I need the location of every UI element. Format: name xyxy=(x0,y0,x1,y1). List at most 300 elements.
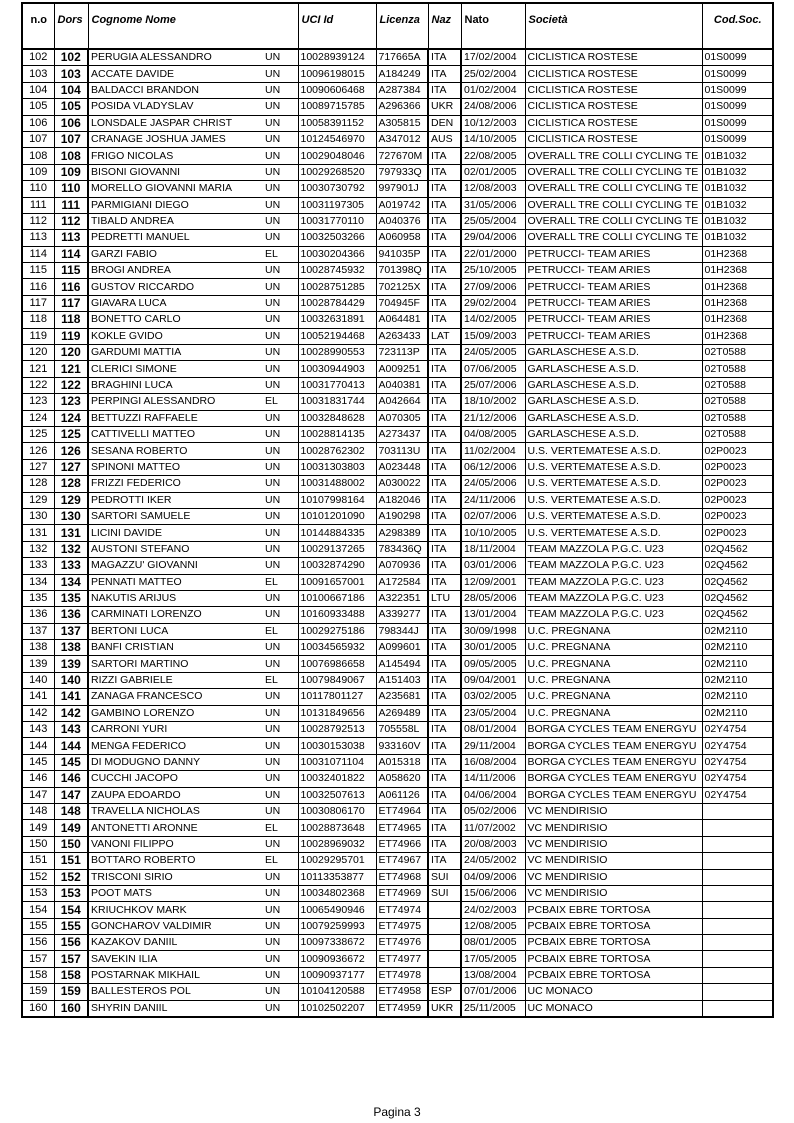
header-dors: Dors xyxy=(54,3,88,49)
rider-name: BROGI ANDREA xyxy=(88,263,265,279)
row-number: 118 xyxy=(22,312,54,328)
bib-number: 159 xyxy=(54,984,88,1000)
uci-id: 10028792513 xyxy=(298,722,376,738)
table-row xyxy=(22,984,773,1000)
uci-id: 10028814135 xyxy=(298,426,376,442)
rider-name: SPINONI MATTEO xyxy=(88,459,265,475)
rider-category: EL xyxy=(265,672,298,688)
birth-date: 22/01/2000 xyxy=(461,246,525,262)
table-row xyxy=(22,312,773,328)
table-row xyxy=(22,918,773,934)
table-header xyxy=(22,3,773,49)
rider-name: CATTIVELLI MATTEO xyxy=(88,426,265,442)
society-name: PCBAIX EBRE TORTOSA xyxy=(525,967,702,983)
uci-id: 10089715785 xyxy=(298,99,376,115)
table-row xyxy=(22,295,773,311)
birth-date: 16/08/2004 xyxy=(461,754,525,770)
uci-id: 10032874290 xyxy=(298,558,376,574)
bib-number: 136 xyxy=(54,607,88,623)
license-number: ET74965 xyxy=(376,820,428,836)
row-number: 130 xyxy=(22,508,54,524)
license-number: ET74978 xyxy=(376,967,428,983)
table-row xyxy=(22,820,773,836)
bib-number: 153 xyxy=(54,885,88,901)
row-number: 138 xyxy=(22,640,54,656)
birth-date: 09/05/2005 xyxy=(461,656,525,672)
society-code: 01S0099 xyxy=(702,131,773,147)
society-name: GARLASCHESE A.S.D. xyxy=(525,426,702,442)
uci-id: 10097338672 xyxy=(298,935,376,951)
license-number: A061126 xyxy=(376,787,428,803)
nationality: DEN xyxy=(428,115,461,131)
table-row xyxy=(22,66,773,82)
uci-id: 10104120588 xyxy=(298,984,376,1000)
rider-name: GARDUMI MATTIA xyxy=(88,345,265,361)
row-number: 149 xyxy=(22,820,54,836)
nationality: AUS xyxy=(428,131,461,147)
bib-number: 134 xyxy=(54,574,88,590)
rider-category: UN xyxy=(265,508,298,524)
birth-date: 25/05/2004 xyxy=(461,213,525,229)
society-name: PETRUCCI- TEAM ARIES xyxy=(525,263,702,279)
bib-number: 112 xyxy=(54,213,88,229)
society-name: TEAM MAZZOLA P.G.C. U23 xyxy=(525,607,702,623)
license-number: A070305 xyxy=(376,410,428,426)
rider-category: UN xyxy=(265,902,298,918)
bib-number: 118 xyxy=(54,312,88,328)
table-row xyxy=(22,656,773,672)
row-number: 139 xyxy=(22,656,54,672)
society-code: 01B1032 xyxy=(702,230,773,246)
header-license: Licenza xyxy=(376,3,428,49)
nationality: LTU xyxy=(428,590,461,606)
uci-id: 10117801127 xyxy=(298,689,376,705)
rider-name: SHYRIN DANIIL xyxy=(88,1000,265,1017)
row-number: 111 xyxy=(22,197,54,213)
rider-category: UN xyxy=(265,918,298,934)
society-code: 02T0588 xyxy=(702,377,773,393)
birth-date: 12/08/2003 xyxy=(461,181,525,197)
table-row xyxy=(22,787,773,803)
nationality: ESP xyxy=(428,984,461,1000)
license-number: ET74968 xyxy=(376,869,428,885)
bib-number: 160 xyxy=(54,1000,88,1017)
birth-date: 12/08/2005 xyxy=(461,918,525,934)
rider-name: MAGAZZU' GIOVANNI xyxy=(88,558,265,574)
birth-date: 24/02/2003 xyxy=(461,902,525,918)
license-number: A023448 xyxy=(376,459,428,475)
society-name: CICLISTICA ROSTESE xyxy=(525,99,702,115)
nationality: ITA xyxy=(428,787,461,803)
rider-name: LONSDALE JASPAR CHRIST xyxy=(88,115,265,131)
birth-date: 12/09/2001 xyxy=(461,574,525,590)
bib-number: 128 xyxy=(54,476,88,492)
license-number: 723113P xyxy=(376,345,428,361)
uci-id: 10079849067 xyxy=(298,672,376,688)
nationality: ITA xyxy=(428,213,461,229)
rider-category: UN xyxy=(265,738,298,754)
society-name: BORGA CYCLES TEAM ENERGYU xyxy=(525,722,702,738)
row-number: 135 xyxy=(22,590,54,606)
birth-date: 13/01/2004 xyxy=(461,607,525,623)
uci-id: 10031770413 xyxy=(298,377,376,393)
license-number: ET74977 xyxy=(376,951,428,967)
license-number: 727670M xyxy=(376,148,428,164)
birth-date: 03/01/2006 xyxy=(461,558,525,574)
society-name: VC MENDIRISIO xyxy=(525,853,702,869)
birth-date: 13/08/2004 xyxy=(461,967,525,983)
society-code: 01H2368 xyxy=(702,263,773,279)
rider-name: CARRONI YURI xyxy=(88,722,265,738)
birth-date: 20/08/2003 xyxy=(461,836,525,852)
nationality: ITA xyxy=(428,197,461,213)
rider-category: UN xyxy=(265,476,298,492)
society-code: 02P0023 xyxy=(702,525,773,541)
rider-name: ANTONETTI ARONNE xyxy=(88,820,265,836)
table-row xyxy=(22,967,773,983)
society-code: 02M2110 xyxy=(702,705,773,721)
nationality: ITA xyxy=(428,164,461,180)
society-name: VC MENDIRISIO xyxy=(525,803,702,819)
uci-id: 10065490946 xyxy=(298,902,376,918)
license-number: A172584 xyxy=(376,574,428,590)
license-number: A182046 xyxy=(376,492,428,508)
society-code: 02Y4754 xyxy=(702,738,773,754)
uci-id: 10031303803 xyxy=(298,459,376,475)
society-code: 01B1032 xyxy=(702,197,773,213)
license-number: 701398Q xyxy=(376,263,428,279)
row-number: 124 xyxy=(22,410,54,426)
row-number: 154 xyxy=(22,902,54,918)
uci-id: 10032507613 xyxy=(298,787,376,803)
license-number: 783436Q xyxy=(376,541,428,557)
nationality: ITA xyxy=(428,410,461,426)
license-number: A273437 xyxy=(376,426,428,442)
rider-name: SARTORI MARTINO xyxy=(88,656,265,672)
rider-category: UN xyxy=(265,99,298,115)
nationality: ITA xyxy=(428,836,461,852)
birth-date: 04/08/2005 xyxy=(461,426,525,442)
society-name: U.C. PREGNANA xyxy=(525,705,702,721)
bib-number: 119 xyxy=(54,328,88,344)
society-code xyxy=(702,803,773,819)
society-code xyxy=(702,1000,773,1017)
bib-number: 120 xyxy=(54,345,88,361)
rider-name: RIZZI GABRIELE xyxy=(88,672,265,688)
license-number: A040381 xyxy=(376,377,428,393)
rider-category: EL xyxy=(265,820,298,836)
society-code: 02M2110 xyxy=(702,640,773,656)
bib-number: 145 xyxy=(54,754,88,770)
license-number: 705558L xyxy=(376,722,428,738)
table-row xyxy=(22,328,773,344)
license-number: ET74975 xyxy=(376,918,428,934)
uci-id: 10034565932 xyxy=(298,640,376,656)
rider-name: BONETTO CARLO xyxy=(88,312,265,328)
nationality: ITA xyxy=(428,771,461,787)
rider-category: UN xyxy=(265,361,298,377)
birth-date: 29/11/2004 xyxy=(461,738,525,754)
society-code: 01H2368 xyxy=(702,246,773,262)
society-code xyxy=(702,902,773,918)
uci-id: 10031831744 xyxy=(298,394,376,410)
society-code xyxy=(702,935,773,951)
rider-name: GARZI FABIO xyxy=(88,246,265,262)
license-number: A322351 xyxy=(376,590,428,606)
table-row xyxy=(22,377,773,393)
society-name: U.C. PREGNANA xyxy=(525,672,702,688)
nationality: ITA xyxy=(428,705,461,721)
society-code: 01H2368 xyxy=(702,279,773,295)
nationality: ITA xyxy=(428,148,461,164)
row-number: 120 xyxy=(22,345,54,361)
license-number: A347012 xyxy=(376,131,428,147)
bib-number: 102 xyxy=(54,49,88,66)
uci-id: 10029137265 xyxy=(298,541,376,557)
uci-id: 10032401822 xyxy=(298,771,376,787)
rider-name: GIAVARA LUCA xyxy=(88,295,265,311)
rider-name: CARMINATI LORENZO xyxy=(88,607,265,623)
rider-name: ACCATE DAVIDE xyxy=(88,66,265,82)
header-uci-id: UCI Id xyxy=(298,3,376,49)
society-name: PETRUCCI- TEAM ARIES xyxy=(525,246,702,262)
row-number: 133 xyxy=(22,558,54,574)
row-number: 140 xyxy=(22,672,54,688)
rider-category: UN xyxy=(265,213,298,229)
table-row xyxy=(22,443,773,459)
rider-category: UN xyxy=(265,787,298,803)
bib-number: 146 xyxy=(54,771,88,787)
rider-name: FRIGO NICOLAS xyxy=(88,148,265,164)
society-name: VC MENDIRISIO xyxy=(525,869,702,885)
rider-name: AUSTONI STEFANO xyxy=(88,541,265,557)
license-number: A042664 xyxy=(376,394,428,410)
uci-id: 10028745932 xyxy=(298,263,376,279)
society-name: OVERALL TRE COLLI CYCLING TE xyxy=(525,197,702,213)
birth-date: 29/04/2006 xyxy=(461,230,525,246)
nationality xyxy=(428,918,461,934)
nationality: ITA xyxy=(428,246,461,262)
nationality: ITA xyxy=(428,607,461,623)
table-row xyxy=(22,164,773,180)
nationality: ITA xyxy=(428,689,461,705)
row-number: 126 xyxy=(22,443,54,459)
society-code: 02Y4754 xyxy=(702,754,773,770)
row-number: 144 xyxy=(22,738,54,754)
rider-name: BISONI GIOVANNI xyxy=(88,164,265,180)
society-name: GARLASCHESE A.S.D. xyxy=(525,361,702,377)
nationality: ITA xyxy=(428,492,461,508)
nationality: UKR xyxy=(428,99,461,115)
uci-id: 10031071104 xyxy=(298,754,376,770)
uci-id: 10028969032 xyxy=(298,836,376,852)
bib-number: 131 xyxy=(54,525,88,541)
society-name: UC MONACO xyxy=(525,984,702,1000)
nationality: ITA xyxy=(428,66,461,82)
rider-category: UN xyxy=(265,82,298,98)
page-number: Pagina 3 xyxy=(373,1105,421,1119)
header-birthdate: Nato xyxy=(461,3,525,49)
header-society-code: Cod.Soc. xyxy=(702,3,773,49)
rider-name: ZAUPA EDOARDO xyxy=(88,787,265,803)
row-number: 109 xyxy=(22,164,54,180)
birth-date: 31/05/2006 xyxy=(461,197,525,213)
bib-number: 133 xyxy=(54,558,88,574)
uci-id: 10090606468 xyxy=(298,82,376,98)
birth-date: 15/09/2003 xyxy=(461,328,525,344)
row-number: 129 xyxy=(22,492,54,508)
rider-category: UN xyxy=(265,722,298,738)
rider-name: NAKUTIS ARIJUS xyxy=(88,590,265,606)
bib-number: 152 xyxy=(54,869,88,885)
society-code xyxy=(702,885,773,901)
nationality: ITA xyxy=(428,443,461,459)
nationality: ITA xyxy=(428,394,461,410)
uci-id: 10032848628 xyxy=(298,410,376,426)
bib-number: 141 xyxy=(54,689,88,705)
society-name: TEAM MAZZOLA P.G.C. U23 xyxy=(525,541,702,557)
bib-number: 156 xyxy=(54,935,88,951)
table-row xyxy=(22,181,773,197)
uci-id: 10058391152 xyxy=(298,115,376,131)
rider-name: VANONI FILIPPO xyxy=(88,836,265,852)
rider-category: UN xyxy=(265,607,298,623)
uci-id: 10076986658 xyxy=(298,656,376,672)
rider-category: UN xyxy=(265,328,298,344)
row-number: 125 xyxy=(22,426,54,442)
society-code: 02M2110 xyxy=(702,623,773,639)
rider-name: POOT MATS xyxy=(88,885,265,901)
row-number: 134 xyxy=(22,574,54,590)
rider-category: UN xyxy=(265,705,298,721)
license-number: 941035P xyxy=(376,246,428,262)
rider-category: UN xyxy=(265,492,298,508)
uci-id: 10029268520 xyxy=(298,164,376,180)
birth-date: 14/11/2006 xyxy=(461,771,525,787)
rider-name: PARMIGIANI DIEGO xyxy=(88,197,265,213)
rider-name: TRISCONI SIRIO xyxy=(88,869,265,885)
society-name: CICLISTICA ROSTESE xyxy=(525,82,702,98)
society-code: 02T0588 xyxy=(702,394,773,410)
nationality: ITA xyxy=(428,426,461,442)
birth-date: 08/01/2005 xyxy=(461,935,525,951)
license-number: A235681 xyxy=(376,689,428,705)
license-number: A019742 xyxy=(376,197,428,213)
society-code: 01B1032 xyxy=(702,181,773,197)
society-name: U.C. PREGNANA xyxy=(525,623,702,639)
society-code: 02Q4562 xyxy=(702,574,773,590)
license-number: A058620 xyxy=(376,771,428,787)
bib-number: 155 xyxy=(54,918,88,934)
society-name: U.S. VERTEMATESE A.S.D. xyxy=(525,525,702,541)
row-number: 142 xyxy=(22,705,54,721)
society-code xyxy=(702,984,773,1000)
bib-number: 117 xyxy=(54,295,88,311)
nationality: ITA xyxy=(428,722,461,738)
birth-date: 28/05/2006 xyxy=(461,590,525,606)
row-number: 160 xyxy=(22,1000,54,1017)
society-name: CICLISTICA ROSTESE xyxy=(525,131,702,147)
bib-number: 149 xyxy=(54,820,88,836)
row-number: 128 xyxy=(22,476,54,492)
license-number: A060958 xyxy=(376,230,428,246)
bib-number: 130 xyxy=(54,508,88,524)
row-number: 143 xyxy=(22,722,54,738)
society-name: PETRUCCI- TEAM ARIES xyxy=(525,279,702,295)
society-code: 02P0023 xyxy=(702,492,773,508)
license-number: A263433 xyxy=(376,328,428,344)
birth-date: 07/06/2005 xyxy=(461,361,525,377)
table-row xyxy=(22,902,773,918)
bib-number: 127 xyxy=(54,459,88,475)
nationality: ITA xyxy=(428,361,461,377)
society-code: 01B1032 xyxy=(702,213,773,229)
table-row xyxy=(22,246,773,262)
rider-name: PERPINGI ALESSANDRO xyxy=(88,394,265,410)
nationality: ITA xyxy=(428,345,461,361)
nationality: ITA xyxy=(428,574,461,590)
uci-id: 10124546970 xyxy=(298,131,376,147)
uci-id: 10028751285 xyxy=(298,279,376,295)
society-code: 02Q4562 xyxy=(702,590,773,606)
table-row xyxy=(22,590,773,606)
rider-category: UN xyxy=(265,590,298,606)
license-number: A287384 xyxy=(376,82,428,98)
uci-id: 10090937177 xyxy=(298,967,376,983)
table-row xyxy=(22,885,773,901)
rider-category: UN xyxy=(265,164,298,180)
rider-category: UN xyxy=(265,869,298,885)
society-name: U.C. PREGNANA xyxy=(525,656,702,672)
header-nationality: Naz xyxy=(428,3,461,49)
society-code: 01S0099 xyxy=(702,66,773,82)
table-row xyxy=(22,640,773,656)
table-row xyxy=(22,705,773,721)
row-number: 156 xyxy=(22,935,54,951)
table-row xyxy=(22,771,773,787)
row-number: 155 xyxy=(22,918,54,934)
bib-number: 115 xyxy=(54,263,88,279)
table-row xyxy=(22,574,773,590)
rider-name: KRIUCHKOV MARK xyxy=(88,902,265,918)
nationality: ITA xyxy=(428,295,461,311)
license-number: ET74966 xyxy=(376,836,428,852)
society-code: 02Q4562 xyxy=(702,558,773,574)
society-name: GARLASCHESE A.S.D. xyxy=(525,377,702,393)
bib-number: 111 xyxy=(54,197,88,213)
nationality: SUI xyxy=(428,885,461,901)
nationality: ITA xyxy=(428,377,461,393)
uci-id: 10028873648 xyxy=(298,820,376,836)
nationality: ITA xyxy=(428,230,461,246)
rider-name: CRANAGE JOSHUA JAMES xyxy=(88,131,265,147)
bib-number: 137 xyxy=(54,623,88,639)
society-name: BORGA CYCLES TEAM ENERGYU xyxy=(525,771,702,787)
license-number: 997901J xyxy=(376,181,428,197)
society-name: PCBAIX EBRE TORTOSA xyxy=(525,918,702,934)
uci-id: 10144884335 xyxy=(298,525,376,541)
license-number: 933160V xyxy=(376,738,428,754)
rider-category: UN xyxy=(265,131,298,147)
table-row xyxy=(22,623,773,639)
table-row xyxy=(22,689,773,705)
row-number: 141 xyxy=(22,689,54,705)
bib-number: 105 xyxy=(54,99,88,115)
birth-date: 10/10/2005 xyxy=(461,525,525,541)
license-number: A305815 xyxy=(376,115,428,131)
rider-category: UN xyxy=(265,935,298,951)
society-code: 02Y4754 xyxy=(702,722,773,738)
